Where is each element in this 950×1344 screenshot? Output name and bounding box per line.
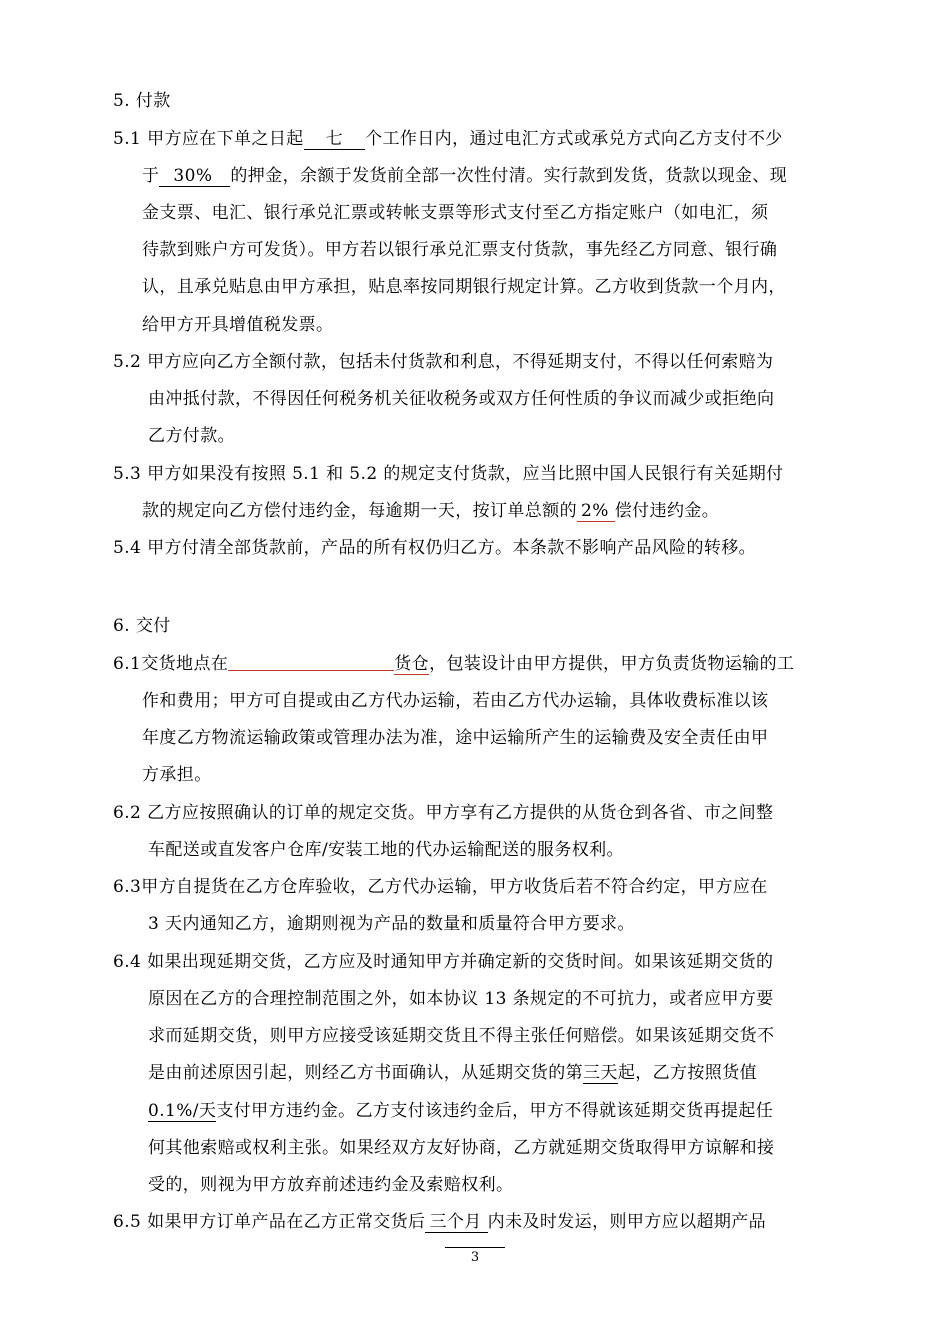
clause-5-1-line-2: 于 30% 的押金，余额于发货前全部一次性付清。实行款到发货，货款以现金、现 [142, 166, 788, 186]
clause-5-3-line-2: 款的规定向乙方偿付违约金，每逾期一天，按订单总额的 2% 偿付违约金。 [142, 501, 720, 521]
daily-penalty-rate-field: 0.1%/天 [148, 1101, 217, 1121]
clause-5-4-line-1: 5.4 甲方付清全部货款前，产品的所有权仍归乙方。本条款不影响产品风险的转移。 [113, 538, 757, 558]
clause-5-1-line-6: 给甲方开具增值税发票。 [142, 315, 334, 335]
clause-number: 6.1 [113, 654, 142, 674]
clause-6-4-line-2: 原因在乙方的合理控制范围之外，如本协议 13 条规定的不可抗力，或者应甲方要 [148, 989, 774, 1009]
clause-number: 6.4 [113, 952, 142, 972]
delivery-location-blank [228, 652, 394, 671]
clause-number: 5.4 [113, 538, 142, 558]
clause-number: 6.2 [113, 803, 142, 823]
clause-number: 6.5 [113, 1212, 142, 1232]
clause-number: 5.3 [113, 464, 142, 484]
clause-5-1-line-1: 5.1 甲方应在下单之日起 七 个工作日内，通过电汇方式或承兑方式向乙方支付不少 [113, 129, 783, 149]
penalty-start-day-field: 三天 [583, 1063, 618, 1083]
clause-6-4-line-5: 0.1%/天支付甲方违约金。乙方支付该违约金后，甲方不得就该延期交货再提起任 [148, 1101, 774, 1121]
clause-number: 5.1 [113, 129, 142, 149]
clause-6-4-line-1: 6.4 如果出现延期交货，乙方应及时通知甲方并确定新的交货时间。如果该延期交货的 [113, 952, 774, 972]
clause-5-1-line-3: 金支票、电汇、银行承兑汇票或转帐支票等形式支付至乙方指定账户（如电汇，须 [142, 203, 769, 223]
clause-5-1-line-5: 认，且承兑贴息由甲方承担，贴息率按同期银行规定计算。乙方收到货款一个月内， [142, 277, 786, 297]
clause-6-4-line-4: 是由前述原因引起，则经乙方书面确认，从延期交货的第三天起，乙方按照货值 [148, 1063, 758, 1083]
clause-6-1-line-3: 年度乙方物流运输政策或管理办法为准，途中运输所产生的运输费及安全责任由甲 [142, 728, 769, 748]
clause-6-4-line-6: 何其他索赔或权利主张。如果经双方友好协商，乙方就延期交货取得甲方谅解和接 [148, 1138, 775, 1158]
warehouse-label: 货仓 [394, 654, 430, 674]
storage-period-field: 三个月 [425, 1212, 487, 1233]
payment-days-field: 七 [304, 129, 365, 150]
clause-6-4-line-7: 受的，则视为甲方放弃前述违约金及索赔权利。 [148, 1175, 514, 1195]
clause-6-2-line-1: 6.2 乙方应按照确认的订单的规定交货。甲方享有乙方提供的从货仓到各省、市之间整 [113, 803, 774, 823]
clause-5-3-line-1: 5.3 甲方如果没有按照 5.1 和 5.2 的规定支付货款，应当比照中国人民银行有关延期付 [113, 464, 784, 484]
clause-6-3-line-1: 6.3甲方自提货在乙方仓库验收，乙方代办运输，甲方收货后若不符合约定，甲方应在 [113, 877, 768, 897]
clause-number: 5.2 [113, 352, 142, 372]
clause-5-2-line-1: 5.2 甲方应向乙方全额付款，包括未付货款和利息，不得延期支付，不得以任何索赔为 [113, 352, 774, 372]
clause-number: 6.3 [113, 877, 142, 897]
clause-6-1-line-4: 方承担。 [142, 765, 212, 785]
clause-6-1-line-1: 6.1交货地点在 货仓，包装设计由甲方提供，甲方负责货物运输的工 [113, 654, 795, 674]
clause-5-1-line-4: 待款到账户方可发货）。甲方若以银行承兑汇票支付货款，事先经乙方同意、银行确 [142, 240, 778, 260]
clause-6-1-line-2: 作和费用；甲方可自提或由乙方代办运输，若由乙方代办运输，具体收费标准以该 [142, 691, 769, 711]
deposit-percent-field: 30% [159, 166, 230, 187]
section-5-heading: 5. 付款 [113, 91, 171, 111]
clause-5-2-line-2: 由冲抵付款，不得因任何税务机关征收税务或双方任何性质的争议而减少或拒绝向 [148, 389, 775, 409]
clause-6-2-line-2: 车配送或直发客户仓库/安装工地的代办运输配送的服务权利。 [148, 840, 624, 860]
clause-6-5-line-1: 6.5 如果甲方订单产品在乙方正常交货后 三个月 内未及时发运，则甲方应以超期产品 [113, 1212, 767, 1232]
clause-5-2-line-3: 乙方付款。 [148, 426, 235, 446]
section-6-heading: 6. 交付 [113, 616, 171, 636]
late-fee-rate-field: 2% [577, 501, 615, 522]
page-number: 3 [0, 1250, 950, 1265]
clause-6-4-line-3: 求而延期交货，则甲方应接受该延期交货且不得主张任何赔偿。如果该延期交货不 [148, 1026, 775, 1046]
clause-6-3-line-2: 3 天内通知乙方，逾期则视为产品的数量和质量符合甲方要求。 [148, 914, 635, 934]
